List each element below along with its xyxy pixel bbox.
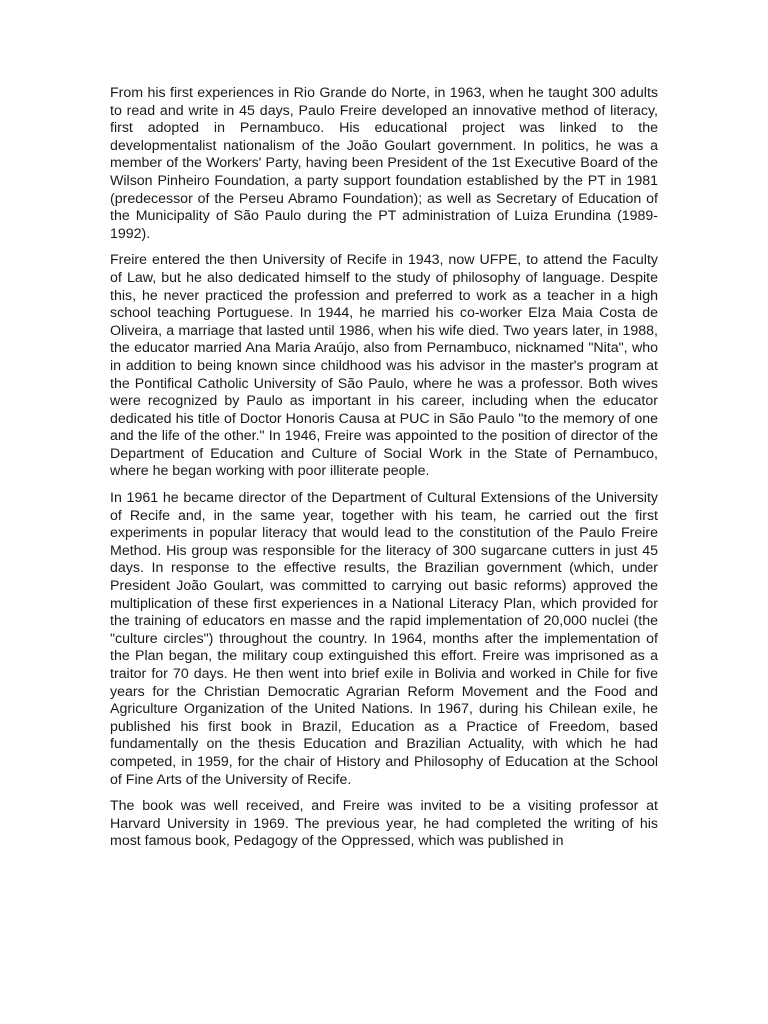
document-page — [110, 85, 658, 860]
paragraph-3: In 1961 he became director of the Department of Cultural Extensions of the University of Recife and, in the same year, together with his team, he carried out the first experiments in popular literacy that would lead to the constitution of the Paulo Freire Method. His group was responsible for the literacy of 300 sugarcane cutters in just 45 days. In response to the effective results, the Brazilian government (which, under President João Goulart, was committed to carrying out basic reforms) approved the multiplication of these first experiences in a National Literacy Plan, which provided for the training of educators en masse and the rapid implementation of 20,000 nuclei (the "culture circles") throughout the country. In 1964, months after the implementation of the Plan began, the military coup extinguished this effort. Freire was imprisoned as a traitor for 70 days. He then went into brief exile in Bolivia and worked in Chile for five years for the Christian Democratic Agrarian Reform Movement and the Food and Agriculture Organization of the United Nations. In 1967, during his Chilean exile, he published his first book in Brazil, Education as a Practice of Freedom, based fundamentally on the thesis Education and Brazilian Actuality, with which he had competed, in 1959, for the chair of History and Philosophy of Education at the School of Fine Arts of the University of Recife. — [110, 490, 658, 788]
paragraph-2: Freire entered the then University of Recife in 1943, now UFPE, to attend the Faculty of Law, but he also dedicated himself to the study of philosophy of language. Despite this, he never practiced the profession and preferred to work as a teacher in a high school teaching Portuguese. In 1944, he married his co-worker Elza Maia Costa de Oliveira, a marriage that lasted until 1986, when his wife died. Two years later, in 1988, the educator married Ana Maria Araújo, also from Pernambuco, nicknamed "Nita", who in addition to being known since childhood was his advisor in the master's program at the Pontifical Catholic University of São Paulo, where he was a professor. Both wives were recognized by Paulo as important in his career, including when the educator dedicated his title of Doctor Honoris Causa at PUC in São Paulo "to the memory of one and the life of the other." In 1946, Freire was appointed to the position of director of the Department of Education and Culture of Social Work in the State of Pernambuco, where he began working with poor illiterate people. — [110, 252, 658, 480]
paragraph-1: From his first experiences in Rio Grande do Norte, in 1963, when he taught 300 adults to read and write in 45 days, Paulo Freire developed an innovative method of literacy, first adopted in Pernambuco. His educational project was linked to the developmentalist nationalism of the João Goulart government. In politics, he was a member of the Workers' Party, having been President of the 1st Executive Board of the Wilson Pinheiro Foundation, a party support foundation established by the PT in 1981 (predecessor of the Perseu Abramo Foundation); as well as Secretary of Education of the Municipality of São Paulo during the PT administration of Luiza Erundina (1989-1992). — [110, 85, 658, 242]
paragraph-4: The book was well received, and Freire was invited to be a visiting professor at Harvard University in 1969. The previous year, he had completed the writing of his most famous book, Pedagogy of the Oppressed, which was published in — [110, 798, 658, 850]
